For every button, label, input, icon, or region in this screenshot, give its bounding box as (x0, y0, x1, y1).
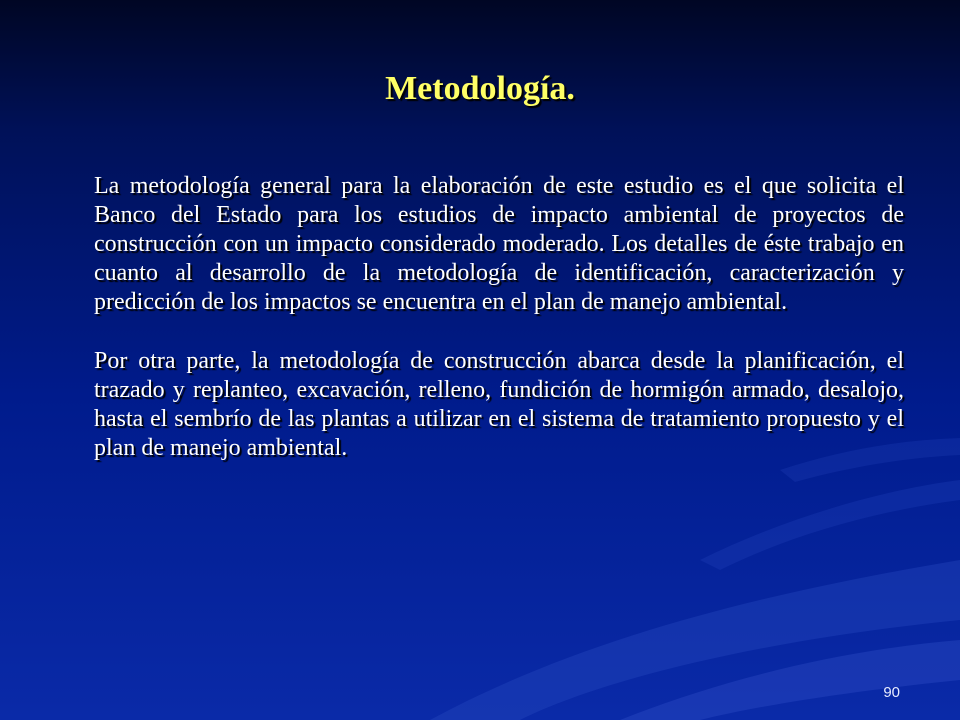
slide-body (94, 172, 904, 463)
slide-title: Metodología. (385, 70, 575, 107)
paragraph-construction-methodology: Por otra parte, la metodología de construcción abarca desde la planificación, el trazado y replanteo, excavación, relleno, fundición de hormigón armado, desalojo, hasta el sembrío de las plantas a utilizar en el sistema de tratamiento propuesto y el plan de manejo ambiental. (94, 348, 904, 461)
page-number: 90 (883, 684, 900, 701)
paragraph-methodology-general: La metodología general para la elaboración de este estudio es el que solicita el Banco del Estado para los estudios de impacto ambiental de proyectos de construcción con un impacto considerado moderado. Los detalles de éste trabajo en cuanto al desarrollo de la metodología de identificación, caracterización y predicción de los impactos se encuentra en el plan de manejo ambiental. (94, 173, 904, 315)
